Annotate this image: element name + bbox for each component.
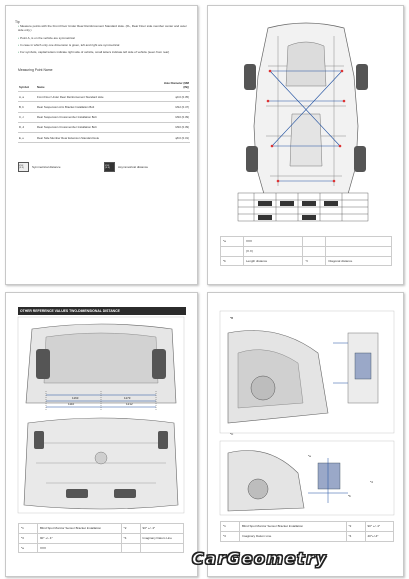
table-row [221, 522, 394, 532]
note-1: •Measure points with the Front Floor Under Rear Reinforcement Standard Hole. (FL, Rear Floor side member center and outer side only.) [18, 24, 187, 32]
callout-label: *C [230, 432, 234, 436]
table-cell: M10 (0.39) [160, 122, 190, 132]
legend-box: XXX (X.X) [18, 162, 29, 172]
table-cell: Front Floor Under Rear Reinforcement Standard Hole [36, 92, 160, 102]
table-cell: D, d [18, 122, 36, 132]
manual-page-4 [207, 292, 404, 577]
table-cell: 40°+/-4° [365, 531, 393, 541]
table-row [19, 524, 184, 534]
table-cell: Blind Spot Monitor Sensor Bracket Installation [38, 524, 122, 534]
callout-label: *b [348, 494, 351, 498]
page-title: OTHER REFERENCE VALUES TWO-DIMENSIONAL DISTANCE [18, 307, 186, 315]
table-cell: φ9.0 (0.35) [160, 92, 190, 102]
table-cell: Rear Suspension Crossmember Installation Bolt [36, 112, 160, 122]
legend-table [220, 521, 394, 542]
table-cell: *2 [346, 522, 365, 532]
table-cell: 90° +/- 4° [140, 524, 183, 534]
table-cell: Imaginary Datum Line [140, 533, 183, 543]
table-cell: Rear Side Member Rear Extension Standard Hole [36, 132, 160, 142]
table-cell: A, a [18, 92, 36, 102]
table-cell: *a [221, 237, 244, 247]
manual-page-3 [5, 292, 198, 577]
table-cell: *1 [19, 524, 38, 534]
dim-label: 1212 [126, 402, 133, 406]
table-header: Symbol [18, 78, 36, 92]
table-cell: *4 [346, 531, 365, 541]
legend-label: Asymmetrical distance [118, 165, 149, 169]
legend-asymmetrical [104, 162, 148, 172]
table-cell: B, b [18, 102, 36, 112]
table-cell: M12 (0.47) [160, 102, 190, 112]
table-cell: XXX [38, 543, 122, 553]
table-cell: *b [221, 256, 244, 266]
table-row [19, 543, 184, 553]
table-cell: C, c [18, 112, 36, 122]
table-row [18, 132, 190, 142]
table-cell: (X.X) [244, 246, 303, 256]
table-cell: Imaginary Datum Line [240, 531, 347, 541]
table-cell: *3 [19, 533, 38, 543]
brand-watermark: CarGeometry [192, 549, 328, 568]
table-row [221, 237, 392, 247]
section-title: Measuring Point Name [18, 68, 53, 72]
table-header: Name [36, 78, 160, 92]
table-cell [221, 246, 244, 256]
legend-box: XXX (X.X) [104, 162, 115, 172]
table-cell: Diagonal distance [326, 256, 392, 266]
table-cell: M10 (0.39) [160, 112, 190, 122]
callout-label: *a [308, 454, 311, 458]
legend-table [220, 236, 392, 266]
table-cell: *3 [221, 531, 240, 541]
table-row [221, 531, 394, 541]
table-cell: E, e [18, 132, 36, 142]
table-row [221, 246, 392, 256]
table-row [18, 92, 190, 102]
legend-table [18, 523, 184, 553]
table-row [18, 112, 190, 122]
table-cell: 90° +/- 4° [38, 533, 122, 543]
table-cell: φ8.0 (0.31) [160, 132, 190, 142]
table-cell: *c [303, 256, 326, 266]
table-header: Hole Diameter (MM (IN)) [160, 78, 190, 92]
table-cell [326, 237, 392, 247]
table-cell: Rear Suspension Crossmember Installation Bolt [36, 122, 160, 132]
table-cell: Rear Suspension Arm Bracket Installation Bolt [36, 102, 160, 112]
table-cell: 90° +/- 4° [365, 522, 393, 532]
callout-label: *4 [370, 480, 373, 484]
table-cell: *2 [121, 524, 140, 534]
table-row [18, 102, 190, 112]
note-3: •In case in which only one dimension is given, left and right are symmetrical [18, 43, 120, 47]
table-cell: *1 [221, 522, 240, 532]
note-2: •Point A, is on the vehicle are symmetrical [18, 36, 75, 40]
table-cell: Blind Spot Monitor Sensor Bracket Installation [240, 522, 347, 532]
table-cell: *4 [121, 533, 140, 543]
dim-label: 1173 [124, 396, 131, 400]
manual-page-2 [207, 5, 404, 285]
table-cell [326, 246, 392, 256]
table-cell [121, 543, 140, 553]
tip-label: Tip [15, 20, 20, 24]
table-cell: Length distance [244, 256, 303, 266]
table-cell [140, 543, 183, 553]
table-row [221, 256, 392, 266]
legend-label: Symmetrical distance [32, 165, 61, 169]
legend-symmetrical [18, 162, 61, 172]
table-cell: XXX [244, 237, 303, 247]
dim-label: 1163 [72, 396, 79, 400]
table-cell: *a [19, 543, 38, 553]
table-row [19, 533, 184, 543]
table-row [18, 122, 190, 132]
note-4: •For symbols, capital letters indicate right side of vehicle, small letters indicate left side of vehicle (seen from rear) [18, 50, 170, 54]
dim-label: 1110 [68, 402, 75, 406]
table-cell [303, 246, 326, 256]
callout-label: *B [230, 316, 234, 320]
measuring-point-table [18, 78, 190, 143]
manual-page-1 [5, 5, 198, 285]
table-cell [303, 237, 326, 247]
